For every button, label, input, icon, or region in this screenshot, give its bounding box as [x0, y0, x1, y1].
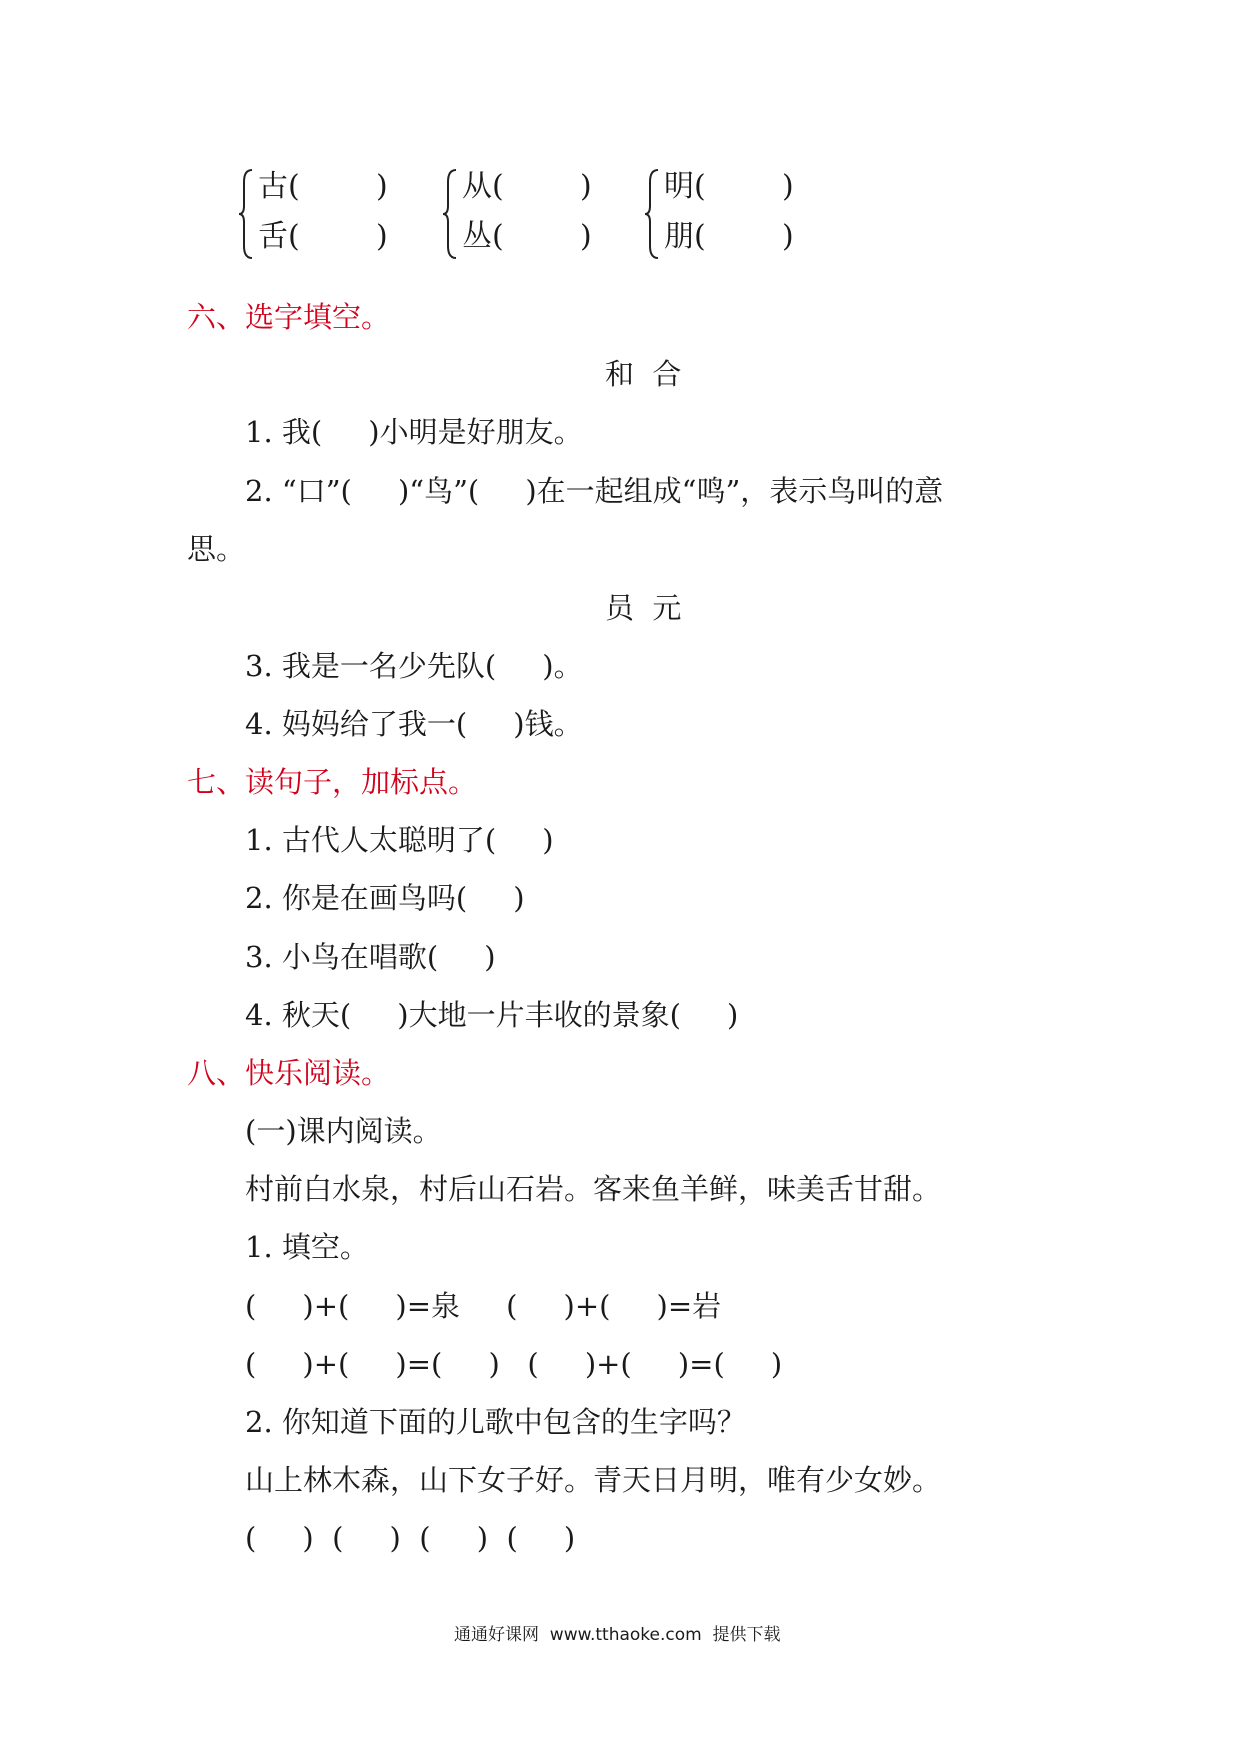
- question-7-4: 4. 秋天( )大地一片丰收的景象( ): [245, 998, 739, 1032]
- page-footer: 通通好课网 www.tthaoke.com 提供下载: [454, 1625, 781, 1645]
- brace-icon: [238, 168, 254, 260]
- compare-top-char: 古( ): [258, 169, 388, 204]
- question-7-2: 2. 你是在画鸟吗( ): [245, 881, 525, 915]
- word-options-2: 员 元: [605, 591, 682, 625]
- question-6-1: 1. 我( )小明是好朋友。: [245, 415, 583, 449]
- compare-bottom-char: 朋( ): [664, 219, 794, 254]
- reading-passage: 村前白水泉，村后山石岩。客来鱼羊鲜，味美舌甘甜。: [245, 1172, 942, 1206]
- compare-top-char: 明( ): [664, 169, 794, 204]
- question-6-3: 3. 我是一名少先队( )。: [245, 649, 583, 683]
- brace-icon: [442, 168, 458, 260]
- question-7-1: 1. 古代人太聪明了( ): [245, 823, 554, 857]
- compare-bottom-char: 丛( ): [462, 219, 592, 254]
- rhyme-text: 山上林木森，山下女子好。青天日月明，唯有少女妙。: [245, 1463, 942, 1497]
- question-6-2: 2. “口”( )“鸟”( )在一起组成“鸣”，表示鸟叫的意: [245, 474, 944, 508]
- word-options-1: 和 合: [605, 357, 682, 391]
- compare-top-char: 从( ): [462, 169, 592, 204]
- brace-icon: [644, 168, 660, 260]
- reading-subheading: (一)课内阅读。: [245, 1114, 442, 1148]
- question-6-4: 4. 妈妈给了我一( )钱。: [245, 707, 583, 741]
- question-7-3: 3. 小鸟在唱歌( ): [245, 940, 496, 974]
- section-7-heading: 七、读句子，加标点。: [187, 765, 478, 799]
- section-8-heading: 八、快乐阅读。: [187, 1056, 391, 1090]
- section-6-heading: 六、选字填空。: [187, 300, 391, 334]
- question-6-2-continued: 思。: [187, 532, 246, 566]
- question-8-2: 2. 你知道下面的儿歌中包含的生字吗？: [245, 1405, 746, 1439]
- answer-blanks-row: ( ) ( ) ( ) ( ): [245, 1521, 576, 1555]
- fill-row-1: ( )+( )=泉 ( )+( )=岩: [245, 1289, 722, 1323]
- fill-row-2: ( )+( )=( ) ( )+( )=( ): [245, 1347, 783, 1381]
- question-8-1: 1. 填空。: [245, 1230, 369, 1264]
- compare-bottom-char: 舌( ): [258, 219, 388, 254]
